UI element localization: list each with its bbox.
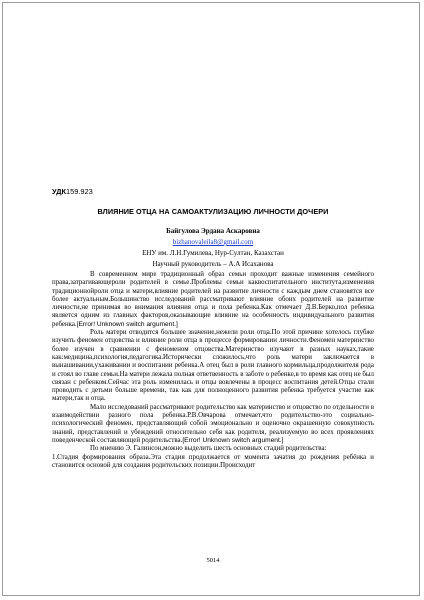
paragraph-1 [52, 271, 374, 329]
udk-number: 159.923 [66, 187, 93, 196]
paragraph-4-text: По мнению Э. Галинсон,можно выделить шесть основных стадий родительства: [90, 445, 327, 453]
paragraph-3-text: Мало исследований рассматривают родительство как материнство и отцовство по отдельности в взаимодействии разного пола ребенка.Р.В.Овчарова отмечает,что родительство-это социально-психологический феномен, представляющий собой эмоционально и оценочно окрашенную совокупность знаний, представлений и убеждений относительно себя как родителя, реализуемую во всех проявлениях поведенческой составляющей родительства. [52, 403, 374, 444]
udk-label: УДК [52, 187, 66, 196]
paragraph-3 [52, 404, 374, 445]
paragraph-4 [52, 445, 374, 453]
paragraph-2 [52, 329, 374, 404]
author-name: Байгулова Эрдана Аскаровна [166, 227, 260, 235]
author-affiliation: ЕНУ им. Л.Н.Гумилева, Нур-Султан, Казахстан [142, 249, 284, 257]
paragraph-2-text: Роль матери отводится большее значение,нежели роли отца.По этой причине хотелось глубже изучить феномен отцовства и влияние роли отца в процессе формировании личности.Феномен материнство более изучен в сравнении с феноменом отцовства.Материнство изучают в разных науках,такие как:медицина,психология,педагогика.Исторически сложилось,что роль матери заключается в вынашивании,ухаживании и воспитании ребенка.А отец был в роли главного кормильца,продолжителя рода и стоял во главе семьи.На матери лежала полная ответвенность в заботе о ребенке,в то время как отец не был связан с ребенком.Сейчас эта роль изменилась и отцы вовлечены в процесс воспитания детей.Отцы стали проводить с детьми больше времени, так как для полноценного развития ребенка требуется участие как матери,так и отца. [52, 329, 374, 403]
author-email-link[interactable]: bizhanovaleila8@gmail.com [172, 238, 254, 246]
page-number: 5014 [206, 557, 220, 564]
udk-line [52, 187, 93, 196]
supervisor-line: Научный руководитель – А.А Исаханова [152, 260, 274, 268]
paragraph-1-text: В современном мире традиционный образ семьи проходит важные изменения семейного права,затрагивающероли родителей в семье.Проблемы семьи каквоспитательного института,изменения традиционнойроли отца и матери,влияние родителей на развитие личности с каждым днем становятся все более актуальным.Большинство исследований рассматривают влияние обоих родителей на развитие личности,не принимая во внимания влияния отца и пола ребенка.Как отмечает Д.В.Берко,пол ребенка является одним из главных факторов,оказывающие влияние на особенность индивидуального развития ребенка. [52, 271, 374, 328]
list-item-1: 1.Стадия формирования образа.Эта стадия продолжается от момента зачатия до рождения ребёнка и становится основой для создания родительских позиции.Происходит [52, 453, 374, 469]
article-body [52, 271, 374, 470]
paragraph-3-error: [Error! Unknown switch argument.] [182, 436, 284, 444]
article-title: ВЛИЯНИЕ ОТЦА НА САМОАКТУЛИЗАЦИЮ ЛИЧНОСТИ ДОЧЕРИ [97, 207, 329, 216]
paragraph-1-error: [Error! Unknown switch argument.] [76, 320, 178, 328]
author-block [52, 226, 374, 270]
